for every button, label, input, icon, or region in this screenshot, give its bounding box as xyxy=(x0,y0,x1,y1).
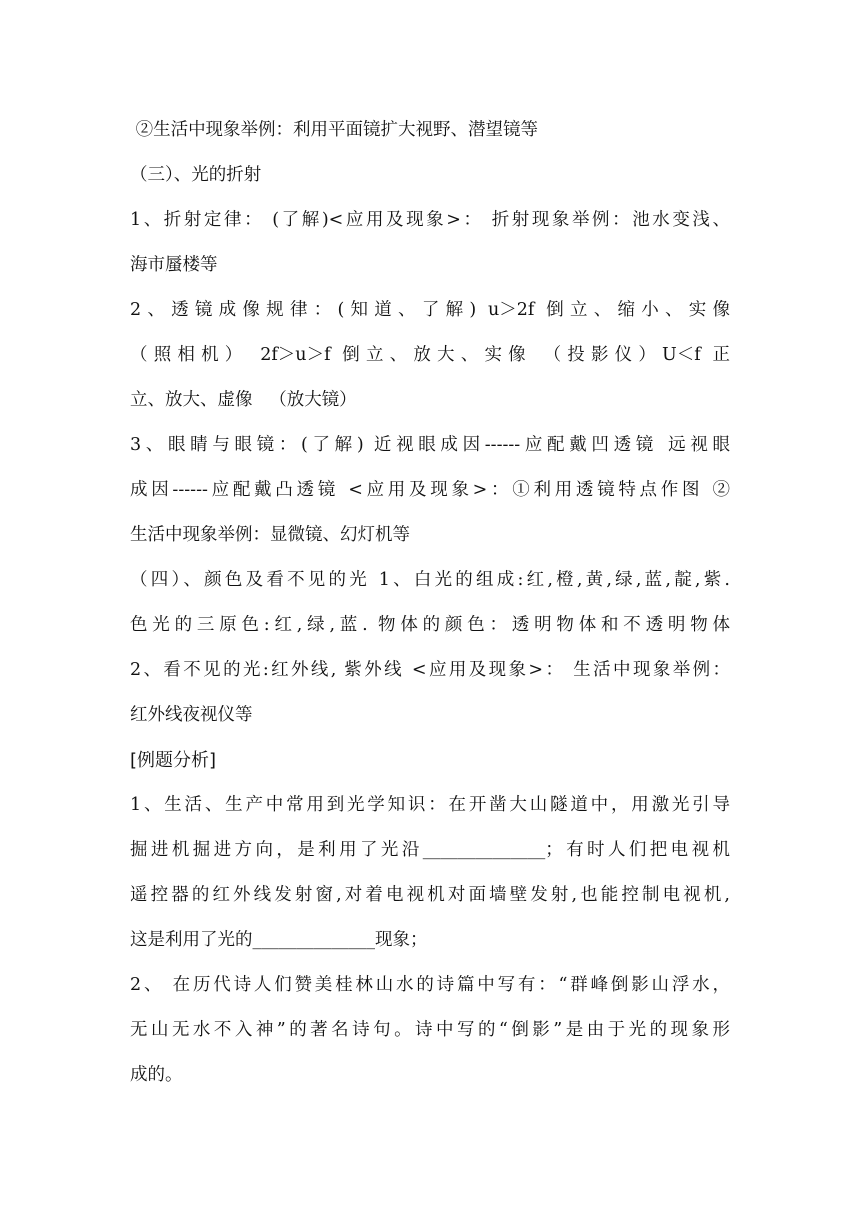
section-heading-color: （四）、颜色及看不见的光 1、白光的组成:红,橙,黄,绿,蓝,靛,紫. xyxy=(130,570,730,590)
text-line-lens-rule-2: （照相机） 2f＞u＞f 倒立、放大、实像 （投影仪）U＜f 正 xyxy=(130,345,730,365)
question-1-line-4: 这是利用了光的______________现象； xyxy=(130,930,428,950)
question-2-line-2: 无山无水不入神”的著名诗句。诗中写的“倒影”是由于光的现象形 xyxy=(130,1020,730,1040)
text-line-eyes-glasses-3: 生活中现象举例：显微镜、幻灯机等 xyxy=(130,525,410,545)
question-1-line-2: 掘进机掘进方向，是利用了光沿______________；有时人们把电视机 xyxy=(130,840,730,860)
text-line-eyes-glasses-1: 3、眼睛与眼镜：(了解) 近视眼成因------应配戴凹透镜 远视眼 xyxy=(130,435,730,455)
text-line-primary-colors: 色光的三原色:红,绿,蓝. 物体的颜色：透明物体和不透明物体 xyxy=(130,615,730,635)
example-analysis-heading: [例题分析] xyxy=(130,750,217,771)
text-line-invisible-light: 2、看不见的光:红外线, 紫外线 <应用及现象>： 生活中现象举例： xyxy=(130,660,730,680)
text-line-refraction-law: 1、折射定律： (了解)<应用及现象>： 折射现象举例：池水变浅、 xyxy=(130,210,730,230)
text-line-lens-rule-3: 立、放大、虚像 （放大镜） xyxy=(130,390,357,410)
question-2-line-3: 成的。 xyxy=(130,1065,183,1085)
text-line-mirage: 海市蜃楼等 xyxy=(130,255,218,275)
document-body xyxy=(130,108,730,1098)
text-line-eyes-glasses-2: 成因------应配戴凸透镜 <应用及现象>：①利用透镜特点作图 ② xyxy=(130,480,730,500)
question-1-line-3: 遥控器的红外线发射窗,对着电视机对面墙壁发射,也能控制电视机, xyxy=(130,885,730,905)
section-heading-refraction: （三）、光的折射 xyxy=(130,165,262,185)
text-line-reflection-examples: ②生活中现象举例：利用平面镜扩大视野、潜望镜等 xyxy=(130,120,539,140)
question-2-line-1: 2、 在历代诗人们赞美桂林山水的诗篇中写有：“群峰倒影山浮水， xyxy=(130,975,730,995)
question-1-line-1: 1、生活、生产中常用到光学知识：在开凿大山隧道中，用激光引导 xyxy=(130,795,730,815)
text-line-lens-rule-1: 2、透镜成像规律：(知道、了解) u＞2f 倒立、缩小、实像 xyxy=(130,300,730,320)
text-line-night-vision: 红外线夜视仪等 xyxy=(130,705,253,725)
